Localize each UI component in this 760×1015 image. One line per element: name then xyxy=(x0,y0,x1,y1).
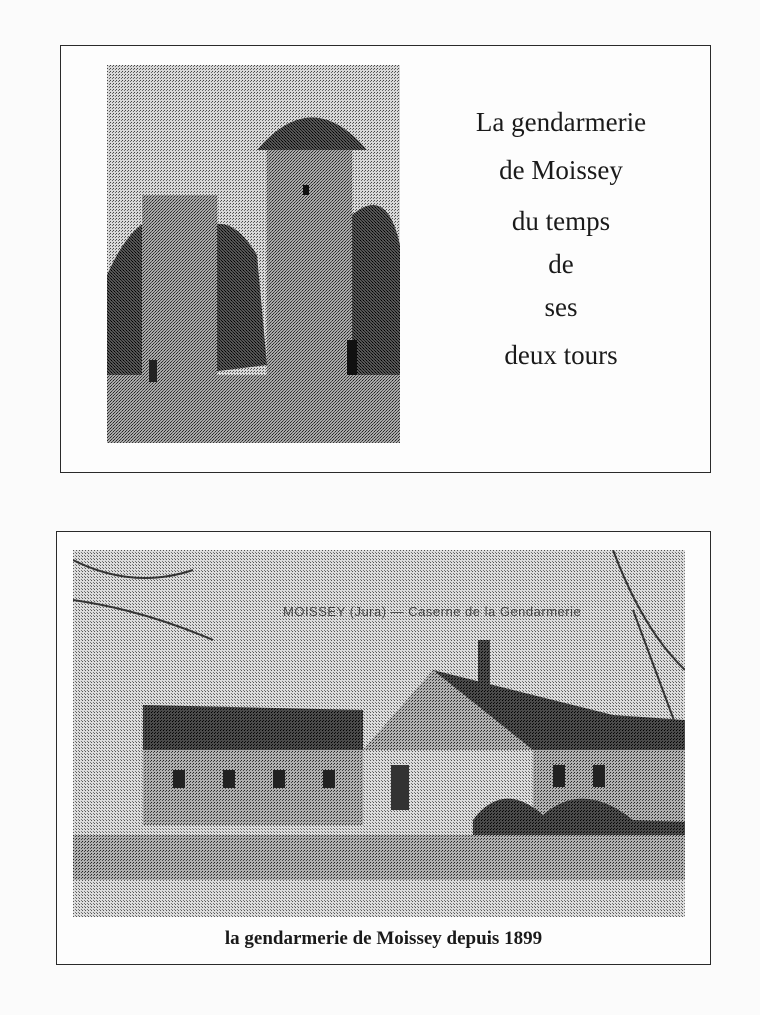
title-block xyxy=(431,106,691,371)
title-line-2: de Moissey xyxy=(499,155,623,186)
tower-photo xyxy=(107,65,400,443)
photo-caption: la gendarmerie de Moissey depuis 1899 xyxy=(224,928,543,949)
tower-photo-illustration xyxy=(107,65,400,443)
title-line-5: ses xyxy=(544,291,578,322)
postcard-caption: MOISSEY (Jura) — Caserne de la Gendarmerie xyxy=(283,604,582,619)
title-line-4: de xyxy=(548,249,574,280)
top-panel xyxy=(60,45,711,473)
title-line-1: La gendarmerie xyxy=(475,107,647,137)
building-photo xyxy=(73,550,685,917)
bottom-panel xyxy=(56,531,711,965)
title-line-6: deux tours xyxy=(504,339,618,370)
title-line-3: du temps xyxy=(511,205,611,236)
